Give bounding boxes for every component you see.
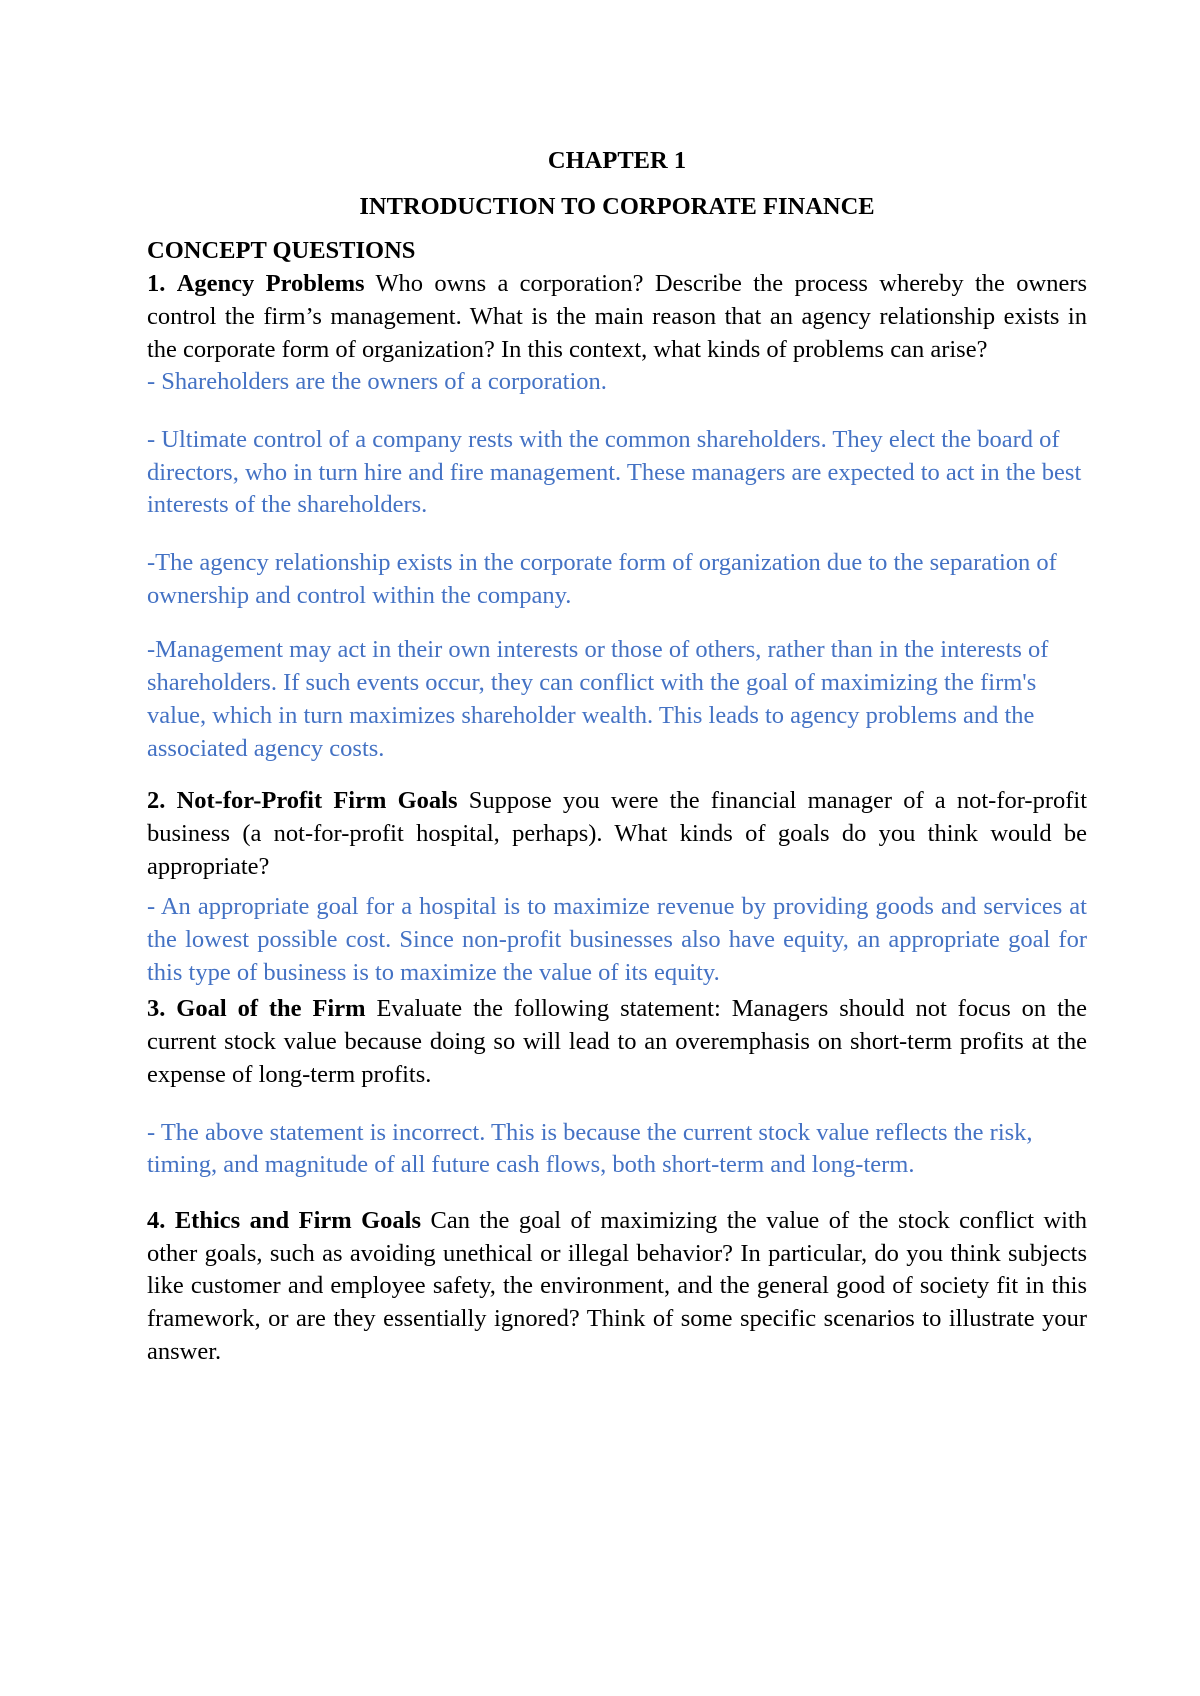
question-2-title: Not-for-Profit Firm Goals [176, 787, 458, 815]
question-2-number: 2. [147, 787, 166, 815]
answer-1-4: -Management may act in their own interests or those of others, rather than in the interests of shareholders. If such events occur, they can conflict with the goal of maximizing the firm's value, which in turn maximizes shareholder wealth. This leads to agency problems and the associated agency costs. [147, 636, 1049, 762]
document-page [147, 145, 1087, 1369]
question-3 [147, 993, 1087, 1091]
chapter-label: CHAPTER 1 [547, 147, 687, 174]
question-3-number: 3. [147, 995, 166, 1023]
answer-1-2: - Ultimate control of a company rests with the common shareholders. They elect the board of directors, who in turn hire and fire management. These managers are expected to act in the best interests of the shareholders. [147, 425, 1082, 519]
question-1-number: 1. [147, 270, 166, 298]
question-4-title: Ethics and Firm Goals [174, 1206, 422, 1234]
answer-2-1: - An appropriate goal for a hospital is to maximize revenue by providing goods and services at the lowest possible cost. Since non-profit businesses also have equity, an appropriate goal for this type of business is to maximize the value of its equity. [147, 893, 1087, 986]
chapter-title: INTRODUCTION TO CORPORATE FINANCE [359, 192, 875, 220]
question-2 [147, 785, 1087, 883]
question-1 [147, 268, 1087, 366]
answer-1-1: - Shareholders are the owners of a corporation. [147, 368, 607, 396]
question-1-title: Agency Problems [176, 270, 365, 298]
answer-3-1: - The above statement is incorrect. This is because the current stock value reflects the risk, timing, and magnitude of all future cash flows, both short-term and long-term. [147, 1118, 1033, 1179]
question-3-title: Goal of the Firm [176, 995, 366, 1023]
answer-1-3: -The agency relationship exists in the corporate form of organization due to the separation of ownership and control within the company. [147, 549, 1057, 609]
question-2-text: Suppose you were the financial manager of a not-for-profit business (a not-for-profit hospital, perhaps). What kinds of goals do you think would be appropriate? [147, 787, 1088, 880]
question-4-text: Can the goal of maximizing the value of the stock conflict with other goals, such as avoiding unethical or illegal behavior? In particular, do you think subjects like customer and employee safety, the environment, and the general good of society fit in this framework, or are they essentially ignored? Think of some specific scenarios to illustrate your answer. [147, 1206, 1088, 1365]
question-1-text: Who owns a corporation? Describe the process whereby the owners control the firm’s management. What is the main reason that an agency relationship exists in the corporate form of organization? In this context, what kinds of problems can arise? [147, 270, 1088, 363]
question-4 [147, 1205, 1087, 1369]
question-3-text: Evaluate the following statement: Managers should not focus on the current stock value because doing so will lead to an overemphasis on short-term profits at the expense of long-term profits. [147, 995, 1088, 1088]
question-4-number: 4. [147, 1206, 166, 1234]
section-heading: CONCEPT QUESTIONS [147, 237, 416, 265]
